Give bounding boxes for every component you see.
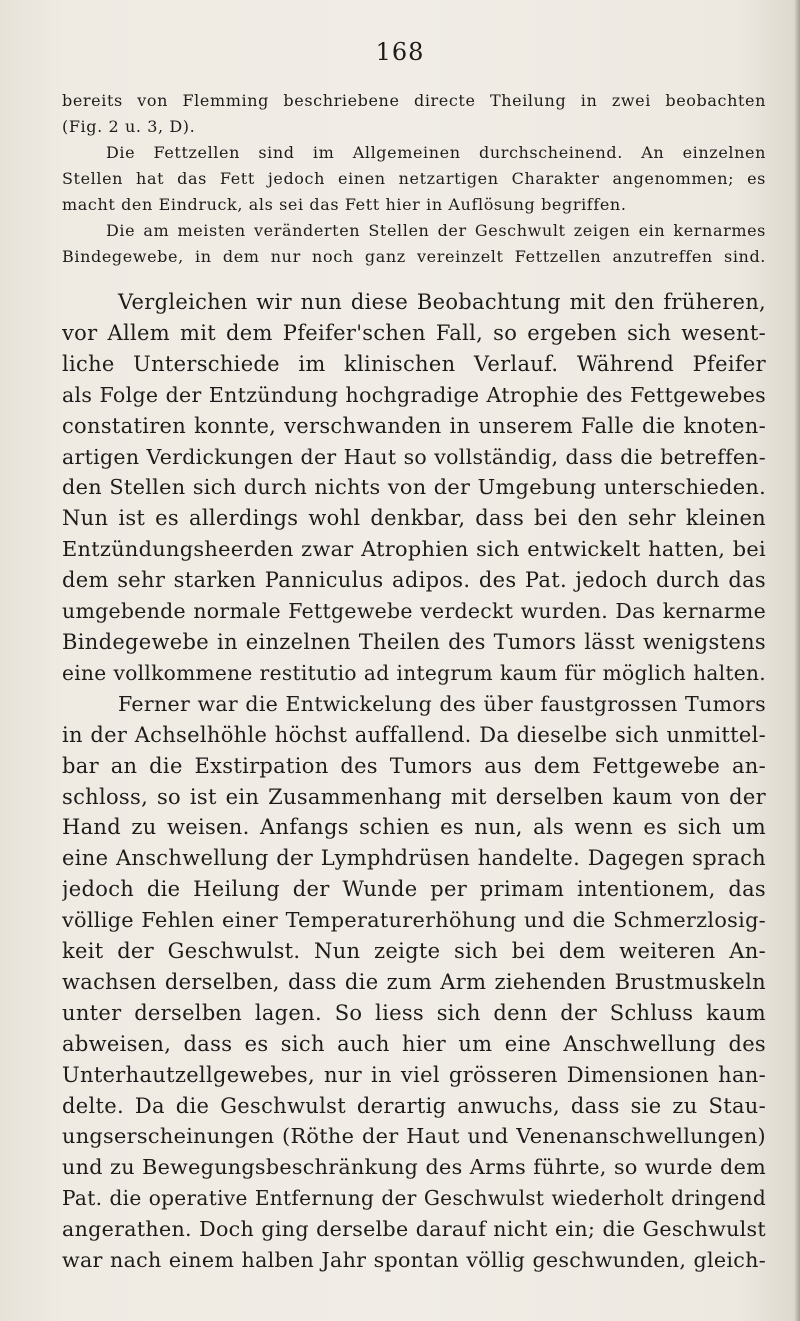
- text-line: völlige Fehlen einer Temperaturerhöhung und die Schmerzlosig-: [62, 908, 766, 933]
- text-line: in der Achselhöhle höchst auffallend. Da dieselbe sich unmittel-: [62, 722, 766, 747]
- small-print-section: [62, 88, 766, 270]
- text-line: artigen Verdickungen der Haut so vollständig, dass die betreffen-: [62, 444, 766, 469]
- text-line: Nun ist es allerdings wohl denkbar, dass bei den sehr kleinen: [62, 506, 766, 531]
- text-line: angerathen. Doch ging derselbe darauf nicht ein; die Geschwulst: [62, 1217, 766, 1242]
- text-line: constatiren konnte, verschwanden in unserem Falle die knoten-: [62, 413, 766, 438]
- text-line: Entzündungsheerden zwar Atrophien sich entwickelt hatten, bei: [62, 537, 766, 562]
- text-line: liche Unterschiede im klinischen Verlauf. Während Pfeifer: [62, 351, 766, 376]
- text-line: dem sehr starken Panniculus adipos. des Pat. jedoch durch das: [62, 568, 766, 593]
- text-line: jedoch die Heilung der Wunde per primam intentionem, das: [62, 877, 766, 902]
- text-line: den Stellen sich durch nichts von der Umgebung unterschieden.: [62, 475, 766, 500]
- small-paragraph-1: [62, 88, 766, 140]
- text-line: Hand zu weisen. Anfangs schien es nun, als wenn es sich um: [62, 815, 766, 840]
- text-line: vor Allem mit dem Pfeifer'schen Fall, so ergeben sich wesent-: [62, 320, 766, 345]
- text-line: Bindegewebe, in dem nur noch ganz vereinzelt Fettzellen anzutreffen sind.: [62, 247, 766, 266]
- small-paragraph-2: [62, 140, 766, 218]
- text-line: Vergleichen wir nun diese Beobachtung mit den früheren,: [118, 290, 766, 314]
- small-paragraph-3: [62, 218, 766, 270]
- text-line: Bindegewebe in einzelnen Theilen des Tumors lässt wenigstens: [62, 629, 766, 654]
- text-line: eine Anschwellung der Lymphdrüsen handelte. Dagegen sprach: [62, 846, 766, 871]
- main-text-section: [62, 287, 766, 1276]
- text-line: Stellen hat das Fett jedoch einen netzartigen Charakter angenommen; es: [62, 169, 766, 188]
- text-line: umgebende normale Fettgewebe verdeckt wurden. Das kernarme: [62, 599, 766, 624]
- text-line: bar an die Exstirpation des Tumors aus dem Fettgewebe an-: [62, 753, 766, 778]
- text-line: macht den Eindruck, als sei das Fett hier in Auflösung begriffen.: [62, 195, 627, 214]
- page-edge-shadow: [794, 0, 800, 1321]
- text-line: schloss, so ist ein Zusammenhang mit derselben kaum von der: [62, 784, 766, 809]
- text-line: bereits von Flemming beschriebene directe Theilung in zwei beobachten: [62, 91, 766, 110]
- text-line: eine vollkommene restitutio ad integrum kaum für möglich halten.: [62, 660, 766, 685]
- text-line: wachsen derselben, dass die zum Arm ziehenden Brustmuskeln: [62, 969, 766, 994]
- text-line: abweisen, dass es sich auch hier um eine Anschwellung des: [62, 1031, 766, 1056]
- text-line: ungserscheinungen (Röthe der Haut und Venenanschwellungen): [62, 1124, 766, 1149]
- text-line: als Folge der Entzündung hochgradige Atrophie des Fettgewebes: [62, 382, 766, 407]
- text-line: und zu Bewegungsbeschränkung des Arms führte, so wurde dem: [62, 1155, 766, 1180]
- paragraph-2: [62, 689, 766, 1276]
- paragraph-1: [62, 287, 766, 689]
- text-line: Pat. die operative Entfernung der Geschwulst wiederholt dringend: [62, 1186, 766, 1211]
- text-line: Ferner war die Entwickelung des über faustgrossen Tumors: [118, 691, 766, 716]
- text-line: unter derselben lagen. So liess sich denn der Schluss kaum: [62, 1000, 766, 1025]
- page-number: 168: [375, 38, 425, 66]
- text-line: war nach einem halben Jahr spontan völlig geschwunden, gleich-: [62, 1248, 766, 1273]
- text-line: keit der Geschwulst. Nun zeigte sich bei dem weiteren An-: [62, 939, 766, 964]
- text-line: Die am meisten veränderten Stellen der Geschwult zeigen ein kernarmes: [106, 221, 766, 240]
- text-line: Die Fettzellen sind im Allgemeinen durchscheinend. An einzelnen: [106, 143, 766, 162]
- text-line: Unterhautzellgewebes, nur in viel grösseren Dimensionen han-: [62, 1062, 766, 1087]
- text-line: (Fig. 2 u. 3, D).: [62, 117, 196, 136]
- text-line: delte. Da die Geschwulst derartig anwuchs, dass sie zu Stau-: [62, 1093, 766, 1118]
